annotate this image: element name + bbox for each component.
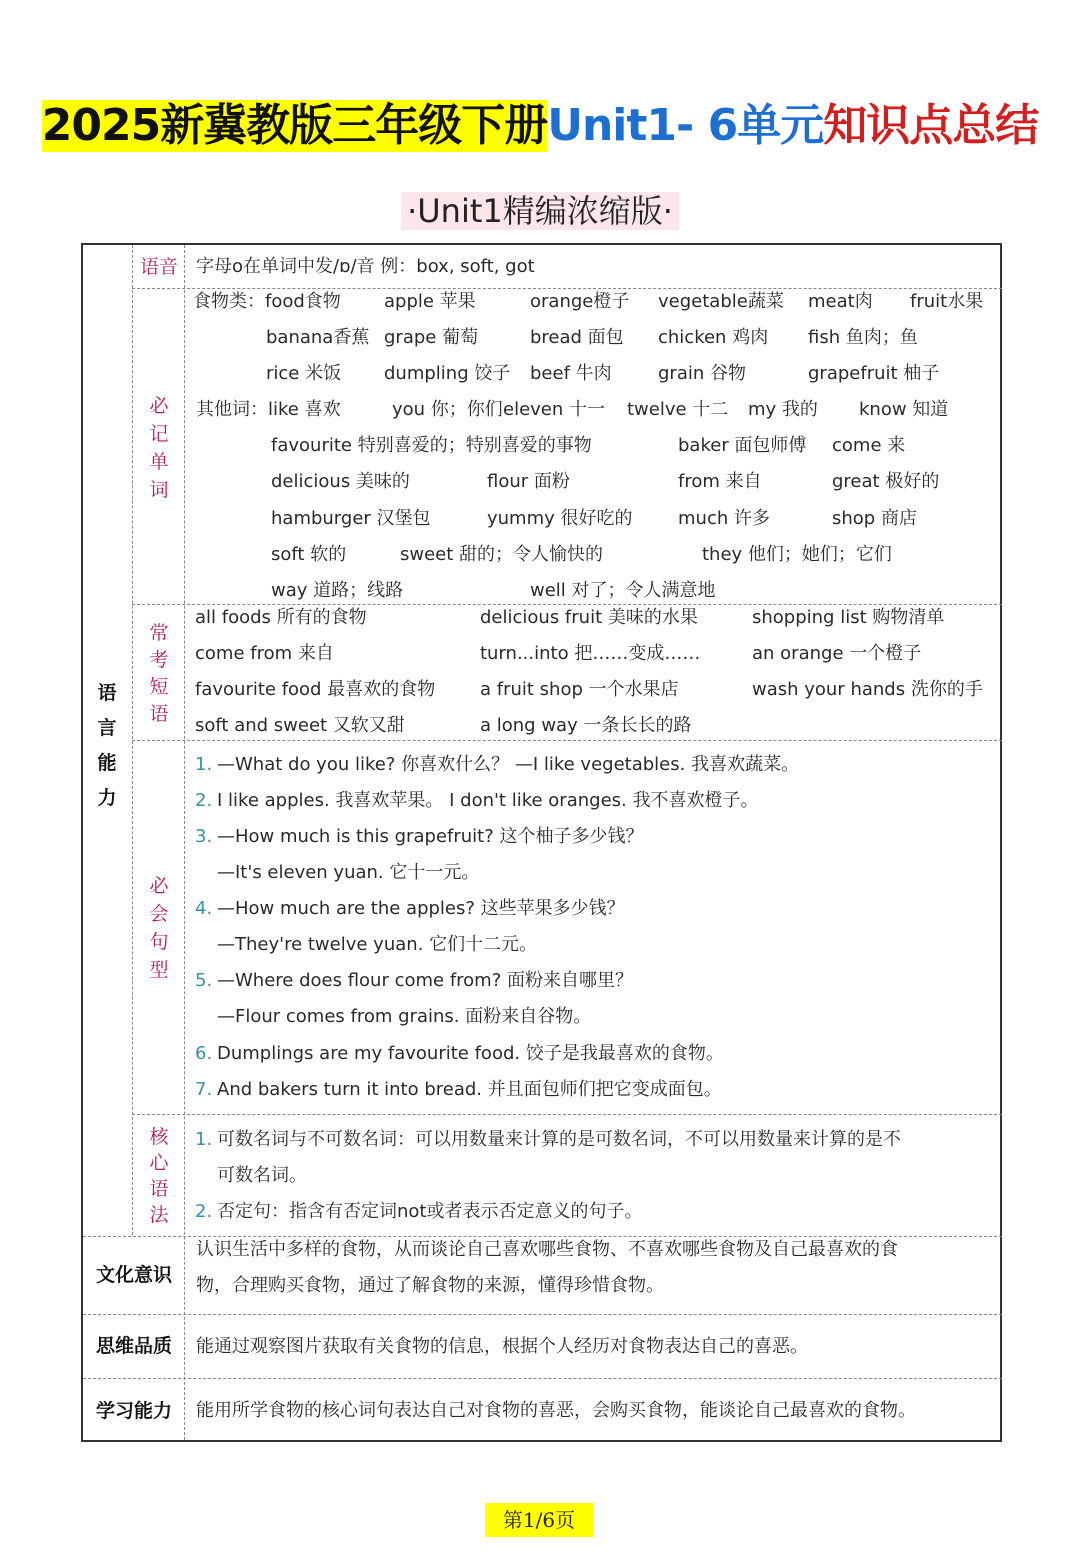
- grammar-line: 否定句：指含有否定词not或者表示否定意义的句子。: [217, 1201, 643, 1222]
- sentence-line: And bakers turn it into bread. 并且面包师们把它变成面包。: [217, 1079, 722, 1100]
- word-item: delicious 美味的: [271, 471, 410, 492]
- word-item: grape 葡萄: [384, 327, 479, 348]
- word-item: baker 面包师傅: [678, 435, 807, 456]
- sentence-line: —It's eleven yuan. 它十一元。: [217, 862, 480, 883]
- category-phrases: 常考短语: [149, 622, 169, 725]
- word-item: 食物类：food食物: [193, 291, 341, 312]
- sentence-number: 7.: [195, 1079, 213, 1100]
- word-item: well 对了；令人满意地: [530, 580, 716, 601]
- page-title: [0, 100, 1080, 152]
- category-grammar: 核心语法: [149, 1126, 169, 1226]
- word-item: come 来: [832, 435, 906, 456]
- word-item: bread 面包: [530, 327, 624, 348]
- grammar-number: 1.: [195, 1129, 213, 1150]
- sentence-line: —How much is this grapefruit? 这个柚子多少钱？: [217, 826, 644, 847]
- word-item: way 道路；线路: [271, 580, 404, 601]
- sentence-number: 6.: [195, 1043, 213, 1064]
- word-item: you 你；你们: [392, 399, 503, 420]
- word-item: favourite 特别喜爱的；特别喜爱的事物: [271, 435, 592, 456]
- word-item: banana香蕉: [266, 327, 370, 348]
- divider: [132, 1114, 1002, 1115]
- word-item: fruit水果: [910, 291, 984, 312]
- divider: [83, 1378, 1002, 1379]
- sentence-number: 5.: [195, 970, 213, 991]
- word-item: flour 面粉: [487, 471, 570, 492]
- category-sentences: 必会句型: [149, 875, 169, 981]
- sentence-line: —Flour comes from grains. 面粉来自谷物。: [217, 1006, 592, 1027]
- sentence-line: —What do you like? 你喜欢什么？ —I like vegetables. 我喜欢蔬菜。: [217, 754, 800, 775]
- grammar-line: 可数名词与不可数名词：可以用数量来计算的是可数名词，不可以用数量来计算的是不: [217, 1129, 901, 1150]
- phrase-item: turn...into 把……变成……: [480, 643, 701, 664]
- word-item: rice 米饭: [266, 363, 342, 384]
- word-item: grain 谷物: [658, 363, 746, 384]
- subtitle: ·Unit1精编浓缩版·: [0, 186, 1080, 232]
- phrase-item: favourite food 最喜欢的食物: [195, 679, 436, 700]
- category-thinking: 思维品质: [95, 1335, 172, 1357]
- word-item: shop 商店: [832, 508, 917, 529]
- word-item: sweet 甜的；令人愉快的: [400, 544, 604, 565]
- divider: [83, 1314, 1002, 1315]
- phrase-item: soft and sweet 又软又甜: [195, 715, 405, 736]
- divider: [184, 245, 185, 1440]
- word-item: eleven 十一: [503, 399, 606, 420]
- word-item: apple 苹果: [384, 291, 476, 312]
- word-item: orange橙子: [530, 291, 630, 312]
- sentence-line: —Where does flour come from? 面粉来自哪里？: [217, 970, 633, 991]
- phrase-item: shopping list 购物清单: [752, 607, 945, 628]
- culture-line: 物，合理购买食物，通过了解食物的来源，懂得珍惜食物。: [196, 1275, 664, 1296]
- grammar-number: 2.: [195, 1201, 213, 1222]
- phrase-item: delicious fruit 美味的水果: [480, 607, 698, 628]
- sentence-number: 3.: [195, 826, 213, 847]
- sentence-line: —They're twelve yuan. 它们十二元。: [217, 934, 538, 955]
- phrase-item: wash your hands 洗你的手: [752, 679, 983, 700]
- category-words: 必记单词: [149, 395, 169, 501]
- category-pronunciation: 语音: [139, 256, 178, 278]
- sentence-line: Dumplings are my favourite food. 饺子是我最喜欢的食物。: [217, 1043, 724, 1064]
- word-item: dumpling 饺子: [384, 363, 511, 384]
- word-item: 其他词：like 喜欢: [196, 399, 341, 420]
- word-item: know 知道: [859, 399, 949, 420]
- sentence-number: 1.: [195, 754, 213, 775]
- phrase-item: a fruit shop 一个水果店: [480, 679, 679, 700]
- title-part-3: 知识点总结: [823, 100, 1039, 151]
- word-item: hamburger 汉堡包: [271, 508, 431, 529]
- category-culture: 文化意识: [95, 1264, 172, 1286]
- divider: [83, 1236, 1002, 1237]
- title-part-2: Unit1- 6单元: [547, 100, 824, 151]
- word-item: they 他们；她们；它们: [702, 544, 892, 565]
- thinking-text: 能通过观察图片获取有关食物的信息，根据个人经历对食物表达自己的喜恶。: [196, 1336, 808, 1357]
- sentence-number: 2.: [195, 790, 213, 811]
- grammar-line: 可数名词。: [217, 1165, 307, 1186]
- word-item: great 极好的: [832, 471, 940, 492]
- phrase-item: come from 来自: [195, 643, 334, 664]
- word-item: yummy 很好吃的: [487, 508, 633, 529]
- word-item: chicken 鸡肉: [658, 327, 769, 348]
- word-item: from 来自: [678, 471, 762, 492]
- sentence-line: I like apples. 我喜欢苹果。 I don't like oranges. 我不喜欢橙子。: [217, 790, 759, 811]
- page-number: 第1/6页: [485, 1503, 593, 1537]
- divider: [132, 604, 1002, 605]
- word-item: fish 鱼肉；鱼: [808, 327, 918, 348]
- word-item: twelve 十二: [627, 399, 729, 420]
- phrase-item: a long way 一条长长的路: [480, 715, 692, 736]
- culture-line: 认识生活中多样的食物，从而谈论自己喜欢哪些食物、不喜欢哪些食物及自己最喜欢的食: [196, 1239, 898, 1260]
- word-item: beef 牛肉: [530, 363, 612, 384]
- phrase-item: all foods 所有的食物: [195, 607, 367, 628]
- section-label-language: 语言能力: [97, 682, 117, 809]
- title-part-1: 2025新冀教版三年级下册: [41, 100, 548, 151]
- word-item: grapefruit 柚子: [808, 363, 940, 384]
- category-learning: 学习能力: [95, 1400, 172, 1422]
- learning-text: 能用所学食物的核心词句表达自己对食物的喜恶，会购买食物，能谈论自己最喜欢的食物。: [196, 1400, 916, 1421]
- pronunciation-text: 字母o在单词中发/ɒ/音 例：box, soft, got: [196, 256, 535, 277]
- word-item: much 许多: [678, 508, 770, 529]
- word-item: soft 软的: [271, 544, 347, 565]
- word-item: my 我的: [748, 399, 818, 420]
- divider: [132, 740, 1002, 741]
- phrase-item: an orange 一个橙子: [752, 643, 922, 664]
- divider: [132, 288, 1002, 289]
- sentence-line: —How much are the apples? 这些苹果多少钱？: [217, 898, 625, 919]
- sentence-number: 4.: [195, 898, 213, 919]
- word-item: vegetable蔬菜: [658, 291, 784, 312]
- word-item: meat肉: [808, 291, 873, 312]
